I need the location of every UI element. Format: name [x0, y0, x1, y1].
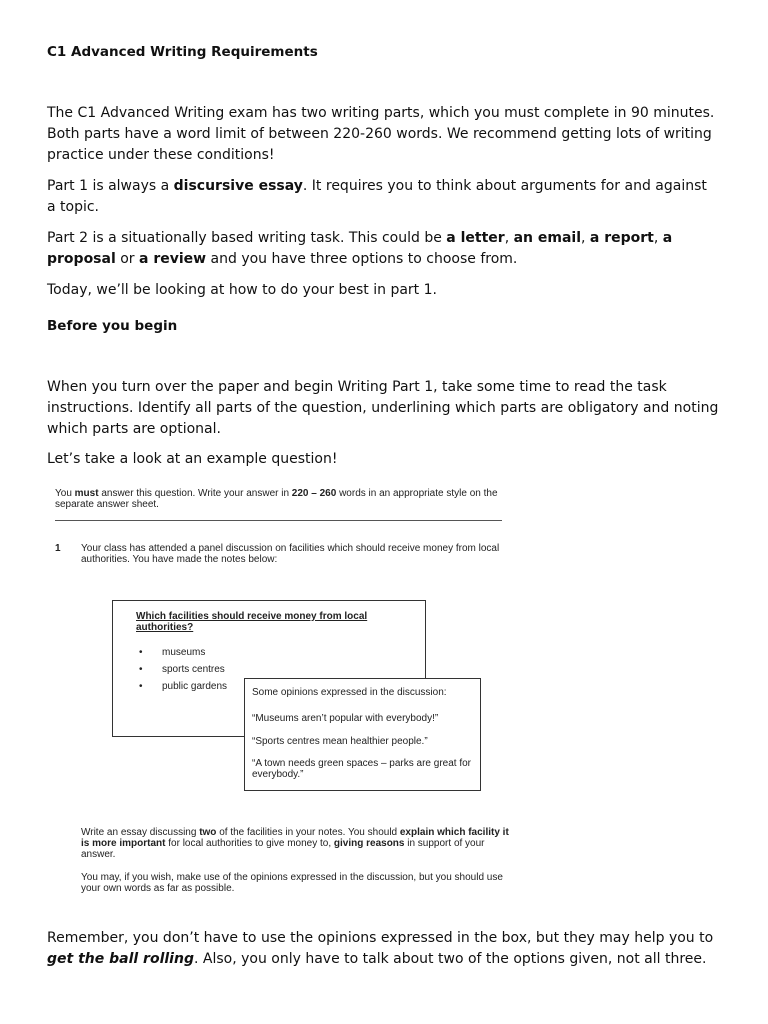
instruction-text: of the facilities in your notes. You should — [216, 827, 400, 838]
optional-note: You may, if you wish, make use of the opinions expressed in the discussion, but you should use your own words as far as possible. — [81, 872, 503, 894]
exam-header-must: must — [74, 488, 99, 499]
question-text: Your class has attended a panel discussion on facilities which should receive money from local authorities. You have made the notes below: — [81, 543, 500, 565]
intro-paragraph: The C1 Advanced Writing exam has two writing parts, which you must complete in 90 minutes. Both parts have a word limit of between 220-260 words. We recommend getting lots of writing practice under these conditions! — [47, 105, 715, 163]
part1-text-end: . It requires you to think about arguments for and against a topic. — [47, 178, 707, 215]
facilities-list — [139, 647, 227, 698]
opinions-title: Some opinions expressed in the discussion: — [252, 687, 447, 698]
exam-question-image — [55, 488, 515, 894]
separator: , — [581, 230, 590, 246]
instruction-bold: explain which facility it is more important — [81, 827, 509, 849]
opinion-item: “Museums aren’t popular with everybody!” — [252, 713, 439, 724]
instruction-bold: two — [199, 827, 217, 838]
remember-text: Remember, you don’t have to use the opinions expressed in the box, but they may help you to — [47, 930, 714, 946]
today-paragraph: Today, we’ll be looking at how to do your best in part 1. — [47, 282, 437, 298]
part2-bold-review: a review — [139, 251, 207, 267]
notes-question: Which facilities should receive money from local authorities? — [136, 611, 368, 633]
question-number: 1 — [55, 543, 61, 554]
exam-header — [55, 488, 505, 510]
exam-header-range: 220 – 260 — [291, 488, 337, 499]
opinions-box — [244, 678, 481, 791]
separator: or — [115, 251, 139, 267]
section-before-you-begin — [47, 316, 719, 337]
begin-paragraph: When you turn over the paper and begin Writing Part 1, take some time to read the task instructions. Identify all parts of the question, underlining which parts are obligatory and noting which parts are optional. — [47, 379, 719, 437]
section-top — [47, 42, 719, 63]
list-item: • sports centres — [139, 664, 227, 681]
separator: , — [653, 230, 663, 246]
exam-header-text: words in an appropriate style on the separate answer sheet. — [55, 488, 498, 510]
part1-bold-discursive-essay: discursive essay — [173, 178, 303, 194]
remember-paragraph — [47, 928, 719, 970]
list-item: • museums — [139, 647, 227, 664]
instruction-text: for local authorities to give money to, — [165, 838, 334, 849]
part2-bold-letter: a letter — [446, 230, 505, 246]
instruction-text: in support of your answer. — [81, 838, 485, 860]
part1-text: Part 1 is always a — [47, 178, 174, 194]
opinion-item: “A town needs green spaces – parks are great for everybody.” — [252, 758, 472, 780]
remember-emphasis: get the ball rolling — [47, 951, 194, 967]
part2-text-end: and you have three options to choose from. — [206, 251, 518, 267]
part2-bold-report: a report — [589, 230, 654, 246]
list-item: • public gardens — [139, 681, 227, 698]
intro-section — [47, 103, 719, 301]
remember-text-end: . Also, you only have to talk about two of the options given, not all three. — [193, 951, 707, 967]
part2-text: Part 2 is a situationally based writing task. This could be — [47, 230, 447, 246]
instruction-bold: giving reasons — [333, 838, 405, 849]
remember-section — [47, 928, 719, 970]
separator: , — [504, 230, 514, 246]
begin-section — [47, 377, 719, 470]
page-title: C1 Advanced Writing Requirements — [47, 44, 318, 60]
opinion-item: “Sports centres mean healthier people.” — [252, 736, 428, 747]
exam-header-text: answer this question. Write your answer in — [98, 488, 292, 499]
essay-instruction — [81, 827, 513, 860]
section-heading: Before you begin — [47, 318, 178, 334]
exam-header-text: You — [55, 488, 75, 499]
part2-paragraph — [47, 228, 719, 270]
part1-paragraph — [47, 176, 719, 218]
example-intro: Let’s take a look at an example question! — [47, 451, 338, 467]
part2-bold-proposal: a proposal — [47, 230, 673, 267]
divider — [55, 520, 502, 521]
instruction-text: Write an essay discussing — [81, 827, 200, 838]
part2-bold-email: an email — [513, 230, 582, 246]
